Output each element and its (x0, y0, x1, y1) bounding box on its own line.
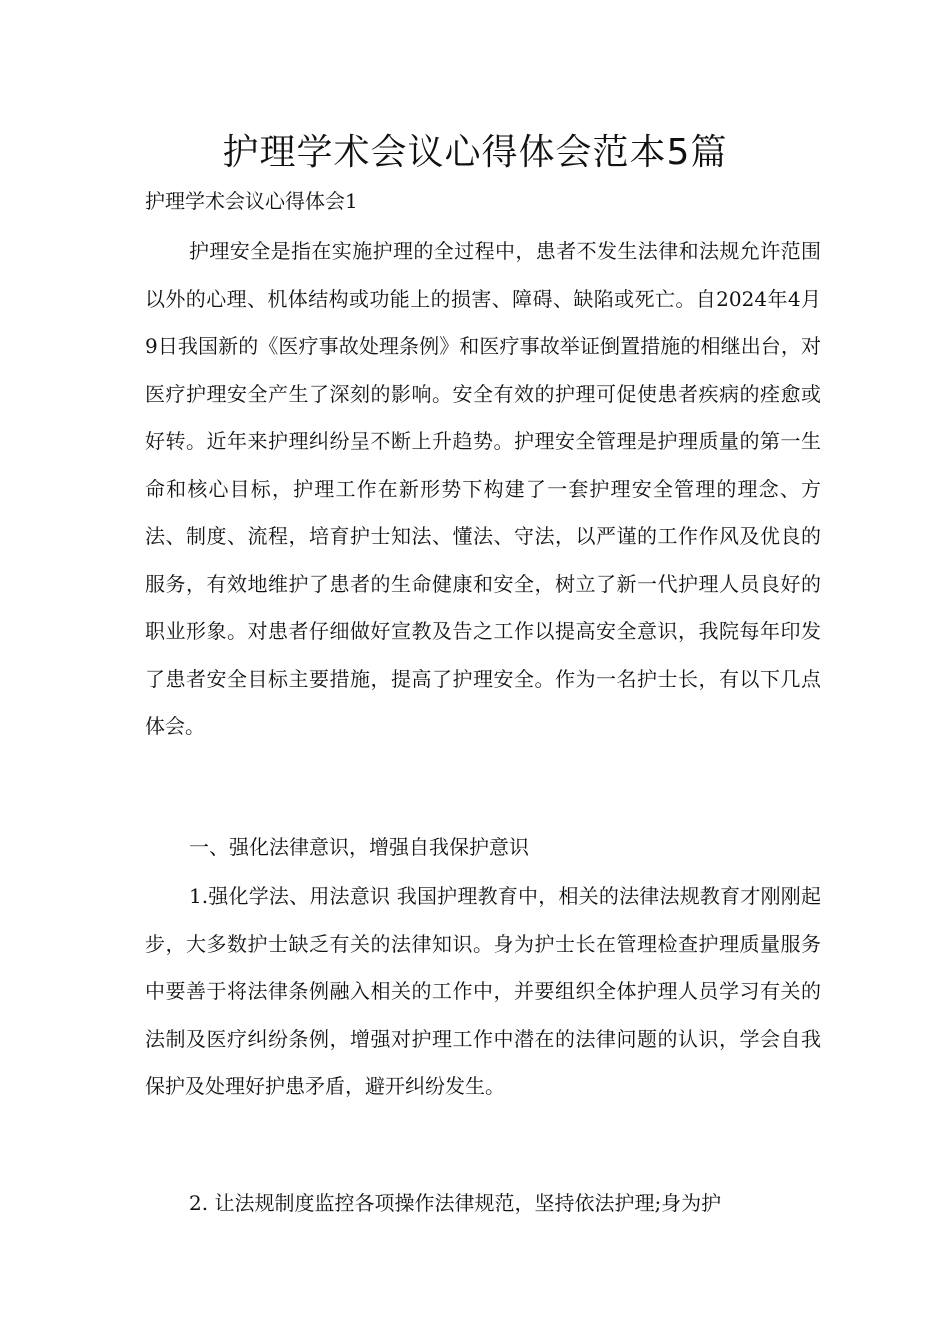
paragraph-point-1: 1.强化学法、用法意识 我国护理教育中，相关的法律法规教育才刚刚起步，大多数护士缺乏有关的法律知识。身为护士长在管理检查护理质量服务中要善于将法律条例融入相关的工作中，并要组织全体护理人员学习有关的法制及医疗纠纷条例，增强对护理工作中潜在的法律问题的认识，学会自我保护及处理好护患矛盾，避开纠纷发生。 (145, 884, 821, 1098)
document-title: 护理学术会议心得体会范本5篇 (222, 132, 728, 173)
paragraph-point-2: 2. 让法规制度监控各项操作法律规范，坚持依法护理;身为护 (189, 1191, 722, 1215)
section-heading: 护理学术会议心得体会1 (145, 189, 358, 213)
paragraph-subheading-legal: 一、强化法律意识，增强自我保护意识 (189, 835, 529, 859)
paragraph-intro: 护理安全是指在实施护理的全过程中，患者不发生法律和法规允许范围以外的心理、机体结构或功能上的损害、障碍、缺陷或死亡。自2024年4月9日我国新的《医疗事故处理条例》和医疗事故举证倒置措施的相继出台，对医疗护理安全产生了深刻的影响。安全有效的护理可促使患者疾病的痊愈或好转。近年来护理纠纷呈不断上升趋势。护理安全管理是护理质量的第一生命和核心目标，护理工作在新形势下构建了一套护理安全管理的理念、方法、制度、流程，培育护士知法、懂法、守法，以严谨的工作作风及优良的服务，有效地维护了患者的生命健康和安全，树立了新一代护理人员良好的职业形象。对患者仔细做好宣教及告之工作以提高安全意识，我院每年印发了患者安全目标主要措施，提高了护理安全。作为一名护士长，有以下几点体会。 (145, 239, 821, 738)
